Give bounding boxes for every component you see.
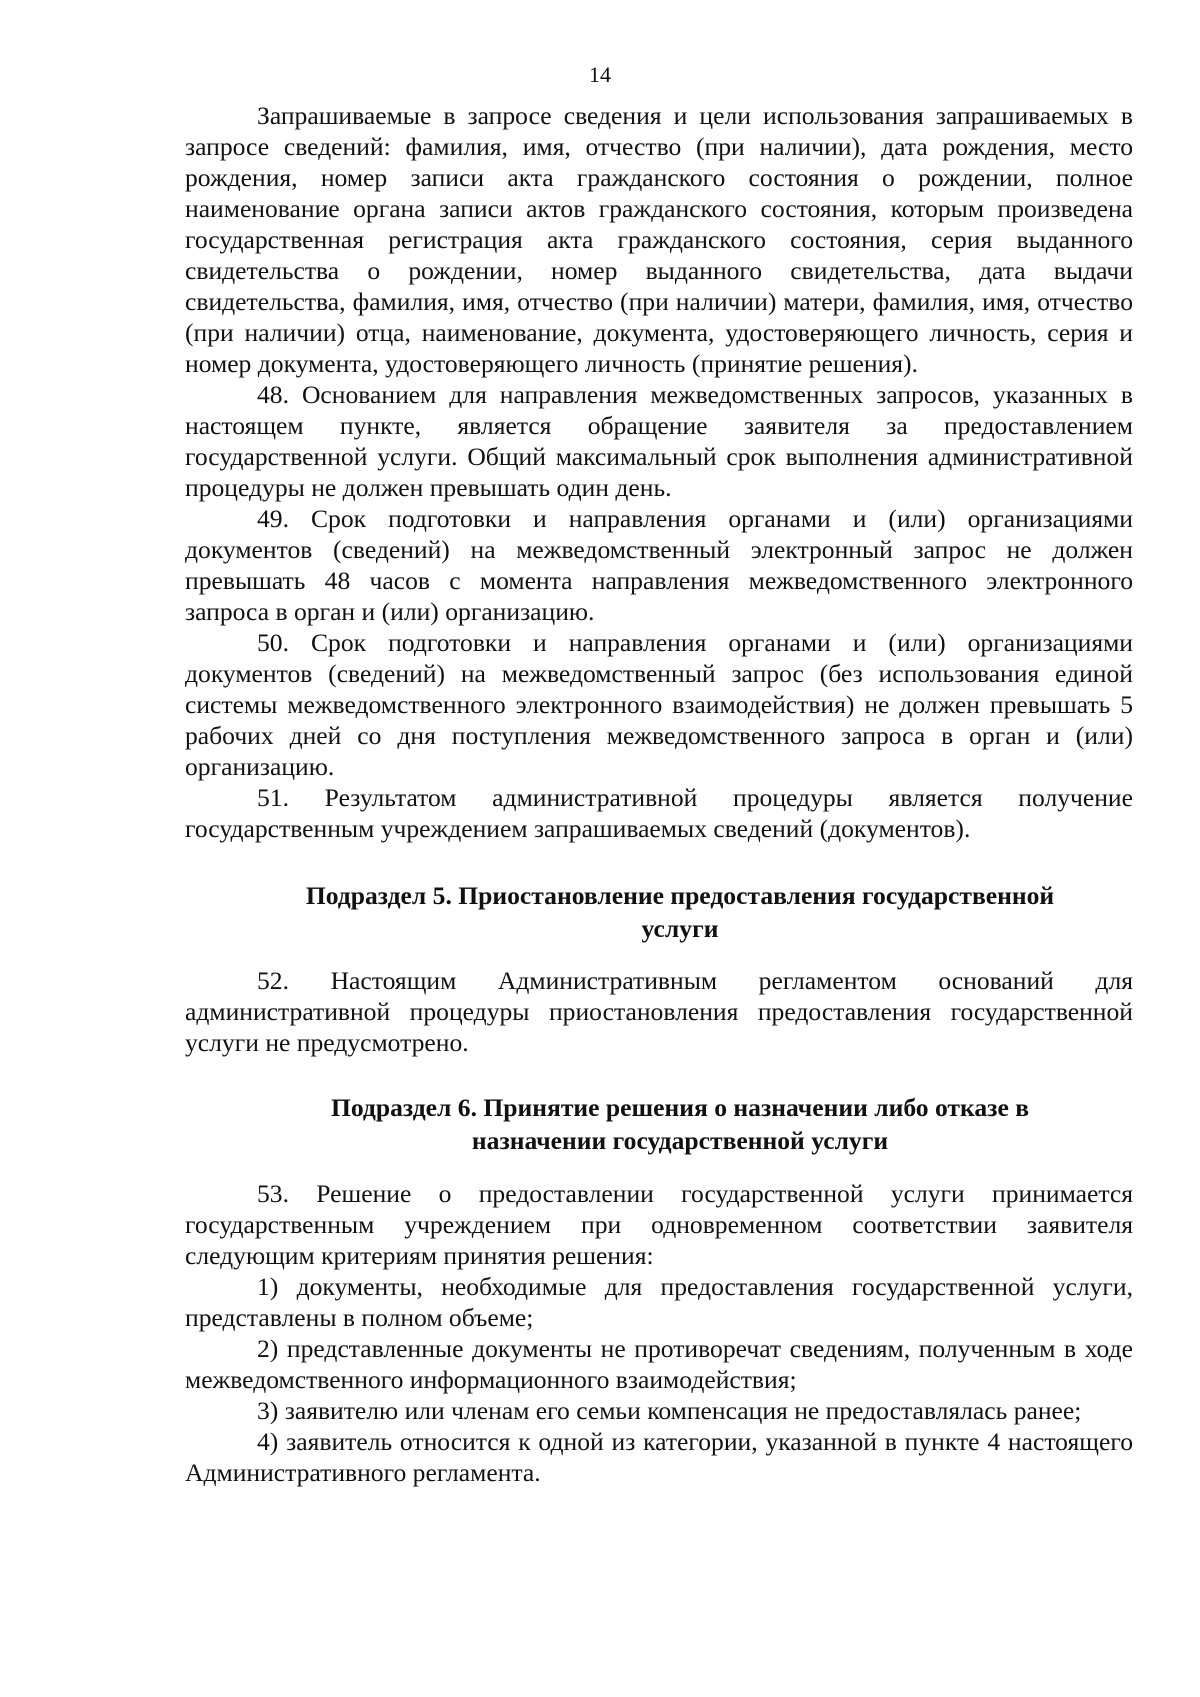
- subsection-5-heading-line1: Подраздел 5. Приостановление предоставления государственной: [305, 881, 1055, 910]
- criterion-1: 1) документы, необходимые для предоставления государственной услуги, представлены в полном объеме;: [185, 1272, 1133, 1332]
- subsection-5-body: [185, 965, 1133, 1058]
- subsection-6-body: [185, 1178, 1133, 1488]
- paragraph-53: 53. Решение о предоставлении государственной услуги принимается государственным учреждением при одновременном соответствии заявителя следующим критериям принятия решения:: [185, 1179, 1133, 1270]
- paragraph-50: 50. Срок подготовки и направления органами и (или) организациями документов (сведений) на межведомственный запрос (без использования единой системы межведомственного электронного взаимодействия) не должен превышать 5 рабочих дней со дня поступления межведомственного запроса в орган и (или) организацию.: [185, 628, 1133, 781]
- paragraph-49: 49. Срок подготовки и направления органами и (или) организациями документов (сведений) на межведомственный электронный запрос не должен превышать 48 часов с момента направления межведомственного электронного запроса в орган и (или) организацию.: [185, 504, 1133, 626]
- criterion-4: 4) заявитель относится к одной из категории, указанной в пункте 4 настоящего Административного регламента.: [185, 1427, 1133, 1487]
- paragraph-52: 52. Настоящим Административным регламентом оснований для административной процедуры приостановления предоставления государственной услуги не предусмотрено.: [185, 966, 1133, 1057]
- criterion-2: 2) представленные документы не противоречат сведениям, полученным в ходе межведомственного информационного взаимодействия;: [185, 1334, 1133, 1394]
- subsection-5-heading-line2: услуги: [641, 914, 719, 943]
- paragraph-48: 48. Основанием для направления межведомственных запросов, указанных в настоящем пункте, является обращение заявителя за предоставлением государственной услуги. Общий максимальный срок выполнения административной процедуры не должен превышать один день.: [185, 380, 1133, 502]
- subsection-6-heading: [240, 1091, 1120, 1157]
- paragraph-requested-info: Запрашиваемые в запросе сведения и цели использования запрашиваемых в запросе сведений: фамилия, имя, отчество (при наличии), дата рождения, место рождения, номер записи акта гражданского состояния о рождении, полное наименование органа записи актов гражданского состояния, которым произведена государственная регистрация акта гражданского состояния, серия выданного свидетельства о рождении, номер выданного свидетельства, дата выдачи свидетельства, фамилия, имя, отчество (при наличии) матери, фамилия, имя, отчество (при наличии) отца, наименование, документа, удостоверяющего личность, серия и номер документа, удостоверяющего личность (принятие решения).: [185, 101, 1133, 378]
- paragraphs-47-51: [185, 100, 1133, 844]
- criterion-3: 3) заявителю или членам его семьи компенсация не предоставлялась ранее;: [257, 1396, 1082, 1425]
- subsection-6-heading-line1: Подраздел 6. Принятие решения о назначении либо отказе в: [330, 1093, 1030, 1122]
- page-number: 14: [589, 62, 611, 87]
- subsection-6-heading-line2: назначении государственной услуги: [471, 1126, 889, 1155]
- paragraph-51: 51. Результатом административной процедуры является получение государственным учреждением запрашиваемых сведений (документов).: [185, 783, 1133, 843]
- subsection-5-heading: [240, 879, 1120, 945]
